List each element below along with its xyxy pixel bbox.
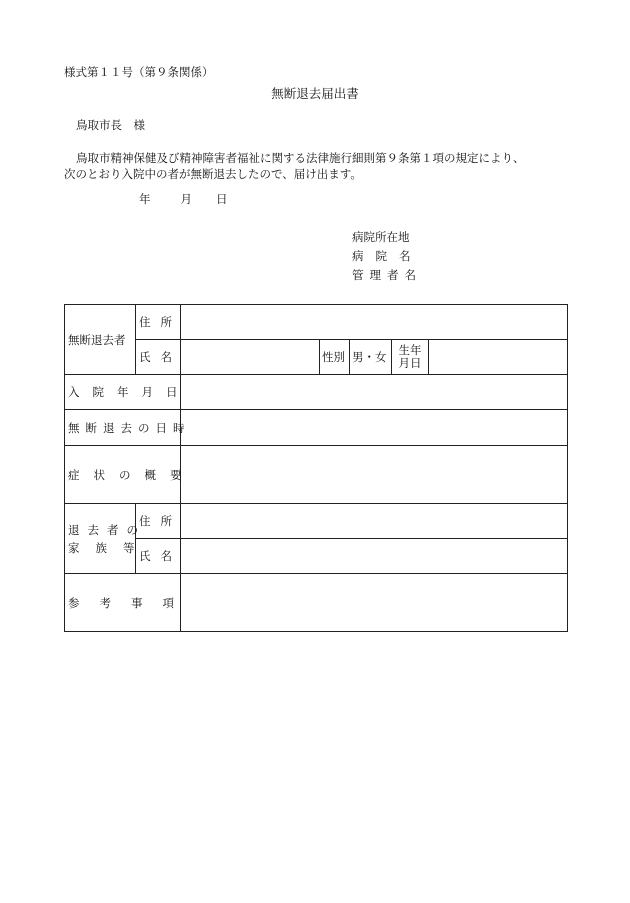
birthdate-label [392, 340, 429, 375]
absconder-address-field[interactable] [181, 305, 568, 340]
document-title: 無断退去届出書 [271, 86, 359, 101]
hospital-manager-label: 管理者名 [352, 268, 422, 282]
symptoms-field[interactable] [181, 446, 568, 504]
date-day-label: 日 [216, 192, 228, 206]
body-line-1: 鳥取市精神保健及び精神障害者福祉に関する法律施行細則第９条第１項の規定により、 [76, 151, 525, 165]
absconder-label: 無断退去者 [65, 305, 136, 375]
abscond-datetime-label: 無断退去の日時 [65, 410, 181, 446]
hospital-block [352, 231, 423, 288]
remarks-field[interactable] [181, 574, 568, 632]
sex-options[interactable]: 男・女 [350, 340, 392, 375]
family-address-label: 住所 [136, 504, 181, 539]
date-year-label: 年 [139, 192, 151, 206]
family-name-label: 氏名 [136, 539, 181, 574]
admission-date-label: 入院年月日 [65, 375, 181, 410]
remarks-label: 参考事項 [65, 574, 181, 632]
absconder-address-label: 住所 [136, 305, 181, 340]
sex-label: 性別 [320, 340, 350, 375]
family-address-field[interactable] [181, 504, 568, 539]
birthdate-field[interactable] [429, 340, 568, 375]
date-line [139, 193, 248, 207]
addressee: 鳥取市長 様 [76, 118, 145, 132]
absconder-name-label: 氏名 [136, 340, 181, 375]
admission-date-field[interactable] [181, 375, 568, 410]
hospital-name-label: 病院名 [352, 249, 423, 263]
date-month-label: 月 [180, 192, 192, 206]
family-label [65, 504, 151, 574]
body-paragraph [64, 150, 574, 182]
form-number: 様式第１１号（第９条関係） [64, 65, 214, 79]
family-label-line1: 退去者の [68, 522, 146, 537]
birthdate-label-line2: 月日 [398, 356, 422, 370]
form-table [64, 304, 568, 632]
symptoms-label: 症状の概要 [65, 446, 181, 504]
hospital-location-label: 病院所在地 [352, 230, 410, 244]
birthdate-label-line1: 生年 [398, 343, 422, 357]
family-name-field[interactable] [181, 539, 568, 574]
abscond-datetime-field[interactable] [181, 410, 568, 446]
absconder-name-field[interactable] [181, 340, 320, 375]
body-line-2: 次のとおり入院中の者が無断退去したので、届け出ます。 [64, 167, 362, 181]
family-label-line2: 家族等 [68, 540, 151, 555]
